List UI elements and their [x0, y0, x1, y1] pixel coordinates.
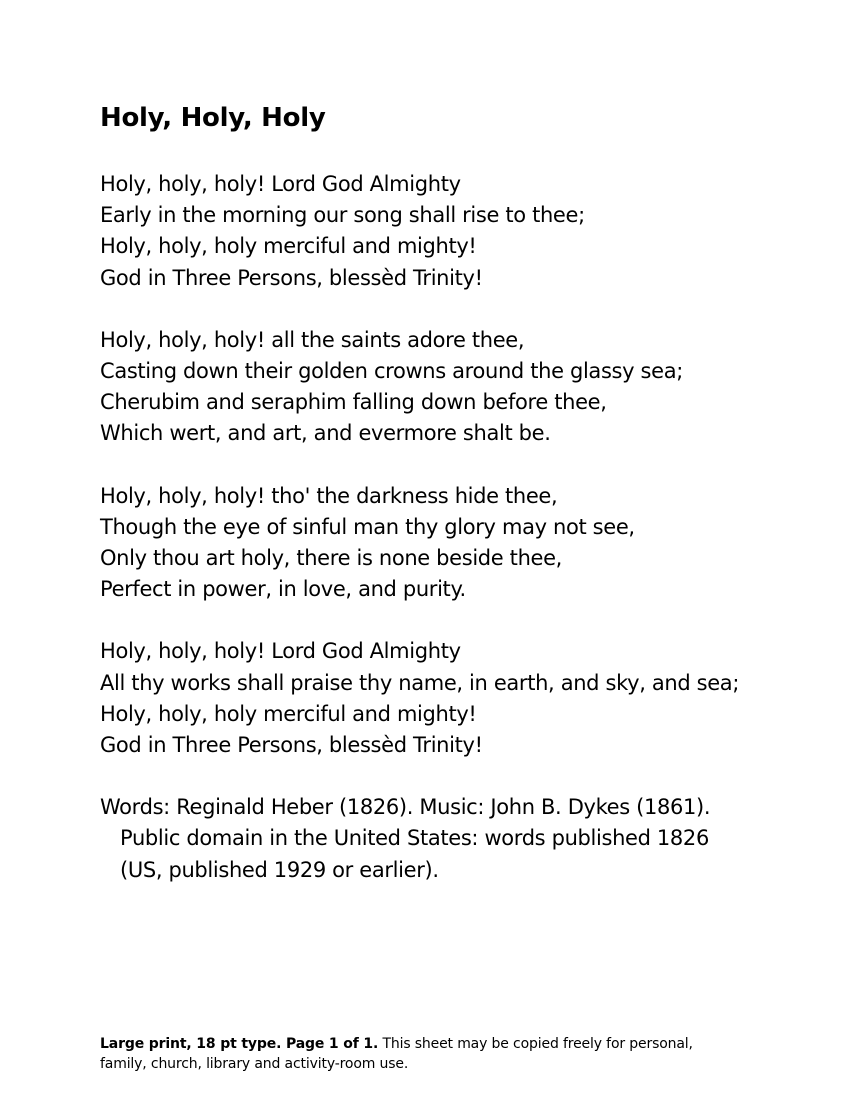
stanza-1: [100, 169, 740, 294]
credit-note: [100, 792, 740, 886]
stanza-3: [100, 481, 740, 606]
stanza-line: Holy, holy, holy! tho' the darkness hide thee,: [100, 483, 558, 508]
stanza-line: Casting down their golden crowns around the glassy sea;: [100, 359, 683, 384]
hymn-title: Holy, Holy, Holy: [100, 103, 326, 133]
stanza-4: [100, 636, 740, 761]
credit-text: Words: Reginald Heber (1826). Music: John B. Dykes (1861). Public domain in the United States: words published 1826 (US, published 1929 or earlier).: [100, 795, 711, 882]
hymn-body: [100, 169, 740, 886]
stanza-line: Holy, holy, holy! Lord God Almighty: [100, 639, 461, 664]
page-footer: [100, 1034, 740, 1074]
stanza-2: [100, 325, 740, 450]
stanza-line: Cherubim and seraphim falling down before thee,: [100, 390, 607, 415]
stanza-line: Holy, holy, holy merciful and mighty!: [100, 701, 477, 726]
footer-print-info: Large print, 18 pt type. Page 1 of 1.: [100, 1036, 379, 1052]
stanza-line: Only thou art holy, there is none beside thee,: [100, 546, 562, 571]
stanza-line: Though the eye of sinful man thy glory may not see,: [100, 514, 635, 539]
stanza-line: Perfect in power, in love, and purity.: [100, 577, 466, 602]
stanza-line: All thy works shall praise thy name, in earth, and sky, and sea;: [100, 670, 740, 695]
stanza-line: Holy, holy, holy! Lord God Almighty: [100, 172, 461, 196]
footer-copy-note: This sheet may be copied freely for personal, family, church, library and activity-room use.: [100, 1036, 693, 1072]
stanza-line: Holy, holy, holy! all the saints adore thee,: [100, 327, 525, 352]
stanza-line: Holy, holy, holy merciful and mighty!: [100, 234, 477, 259]
stanza-line: Which wert, and art, and evermore shalt be.: [100, 421, 551, 446]
stanza-line: God in Three Persons, blessèd Trinity!: [100, 265, 483, 290]
stanza-line: God in Three Persons, blessèd Trinity!: [100, 733, 483, 758]
stanza-line: Early in the morning our song shall rise to thee;: [100, 203, 585, 228]
